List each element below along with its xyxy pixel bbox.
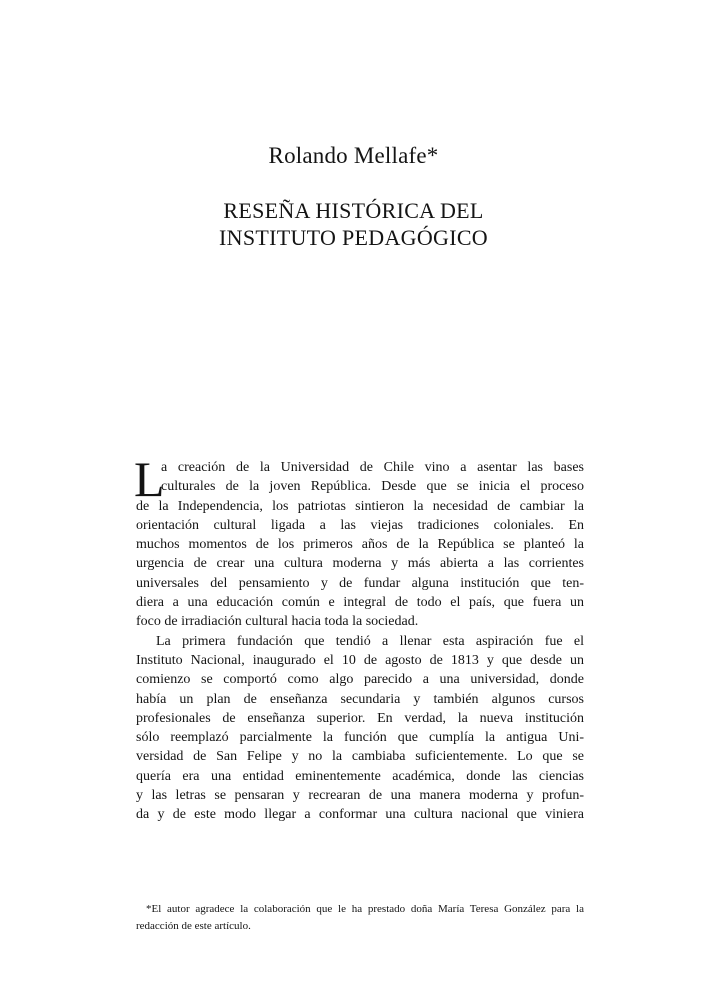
footnote-line: *El autor agradece la colaboración que le ha prestado doña María Teresa González para la	[146, 903, 584, 915]
footnote	[136, 901, 584, 935]
author-name: Rolando Mellafe*	[268, 143, 439, 168]
text-line: culturales de la joven República. Desde que se inicia el proceso	[161, 479, 584, 495]
article-body	[134, 451, 584, 825]
text-line: urgencia de crear una cultura moderna y más abierta a las corrientes	[136, 556, 584, 572]
paragraph-1	[134, 451, 584, 632]
text-line: de la Independencia, los patriotas sintieron la necesidad de cambiar la	[136, 498, 584, 514]
text-line: Instituto Nacional, inaugurado el 10 de agosto de 1813 y que desde un	[136, 652, 584, 668]
text-line: universales del pensamiento y de fundar alguna institución que ten-	[136, 575, 584, 591]
text-line: sólo reemplazó parcialmente la función que cumplía la antigua Uni-	[136, 730, 584, 746]
text-line: diera a una educación común e integral de todo el país, que fuera un	[136, 595, 584, 611]
text-line: La primera fundación que tendió a llenar esta aspiración fue el	[156, 633, 584, 649]
article-title	[0, 197, 707, 251]
drop-cap: L	[134, 451, 165, 507]
text-line: muchos momentos de los primeros años de la República se planteó la	[136, 537, 584, 553]
title-line: RESEÑA HISTÓRICA DEL	[223, 198, 484, 223]
text-line: versidad de San Felipe y no la cambiaba suficientemente. Lo que se	[136, 749, 584, 765]
text-line: foco de irradiación cultural hacia toda la sociedad.	[136, 614, 419, 630]
footnote-line: redacción de este artículo.	[136, 920, 251, 932]
title-line: INSTITUTO PEDAGÓGICO	[219, 225, 488, 250]
text-line: comienzo se comportó como algo parecido a una universidad, donde	[136, 672, 584, 688]
text-line: había un plan de enseñanza secundaria y también algunos cursos	[136, 691, 584, 707]
text-line: da y de este modo llegar a conformar una cultura nacional que viniera	[136, 807, 584, 823]
text-line: quería era una entidad eminentemente académica, donde las ciencias	[136, 768, 584, 784]
text-line: orientación cultural ligada a las viejas tradiciones coloniales. En	[136, 517, 584, 533]
paragraph-2	[136, 632, 584, 825]
text-line: a creación de la Universidad de Chile vino a asentar las bases	[161, 460, 584, 475]
text-line: y las letras se pensaran y recrearan de una manera moderna y profun-	[136, 788, 584, 804]
text-line: profesionales de enseñanza superior. En verdad, la nueva institución	[136, 710, 584, 726]
